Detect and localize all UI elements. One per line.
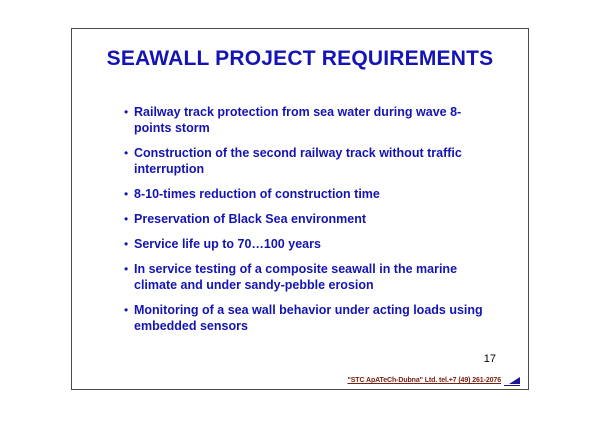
list-item bbox=[124, 145, 494, 177]
bullet-icon: • bbox=[124, 303, 129, 317]
page-number: 17 bbox=[483, 353, 496, 365]
list-item-label: Construction of the second railway track without traffic interruption bbox=[134, 146, 462, 176]
list-item-label: Service life up to 70…100 years bbox=[134, 237, 321, 251]
logo-icon bbox=[504, 377, 520, 384]
requirements-list bbox=[124, 104, 494, 343]
footer-company-label: "STC ApATeCh-Dubna" Ltd. tel.+7 (49) 261-2076 bbox=[347, 377, 501, 384]
list-item bbox=[124, 302, 494, 334]
bullet-icon: • bbox=[124, 212, 129, 226]
bullet-icon: • bbox=[124, 105, 129, 119]
list-item bbox=[124, 186, 494, 202]
list-item-label: Monitoring of a sea wall behavior under acting loads using embedded sensors bbox=[134, 303, 483, 333]
slide-footer bbox=[252, 377, 520, 384]
page-title: SEAWALL PROJECT REQUIREMENTS bbox=[106, 47, 494, 70]
list-item-label: Railway track protection from sea water during wave 8-points storm bbox=[134, 105, 462, 135]
bullet-icon: • bbox=[124, 262, 129, 276]
list-item-label: In service testing of a composite seawall in the marine climate and under sandy-pebble erosion bbox=[134, 262, 458, 292]
bullet-icon: • bbox=[124, 237, 129, 251]
list-item-label: Preservation of Black Sea environment bbox=[134, 212, 367, 226]
bullet-icon: • bbox=[124, 146, 129, 160]
list-item-label: 8-10-times reduction of construction time bbox=[134, 187, 380, 201]
list-item bbox=[124, 261, 494, 293]
list-item bbox=[124, 104, 494, 136]
slide bbox=[71, 28, 529, 390]
bullet-icon: • bbox=[124, 187, 129, 201]
list-item bbox=[124, 211, 494, 227]
list-item bbox=[124, 236, 494, 252]
